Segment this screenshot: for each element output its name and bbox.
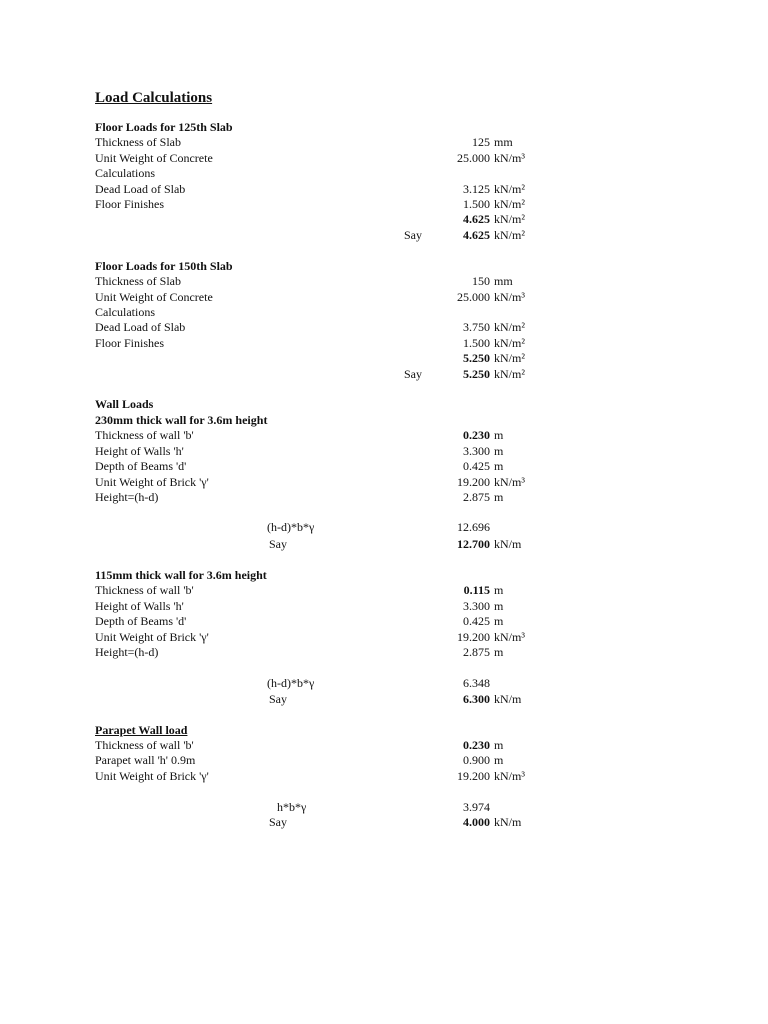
parapet-thickness-label: Thickness of wall 'b' <box>95 738 194 752</box>
slab150-heading: Floor Loads for 150th Slab <box>95 259 233 273</box>
slab150-thickness-label: Thickness of Slab <box>95 274 181 288</box>
wall115-height-unit: m <box>494 599 504 613</box>
parapet-height-value: 0.900 <box>463 753 490 767</box>
wall115-thickness-value: 0.115 <box>463 583 490 597</box>
wall115-depth-unit: m <box>494 614 504 628</box>
wall115-heading: 115mm thick wall for 3.6m height <box>95 568 267 582</box>
slab150-finishes-unit: kN/m² <box>494 336 525 350</box>
slab125-total-row <box>0 212 768 227</box>
wall115-say-row <box>0 692 768 707</box>
parapet-brick-label: Unit Weight of Brick 'γ' <box>95 769 209 783</box>
wall230-net-height-row <box>0 490 768 505</box>
page-title: Load Calculations <box>95 90 213 106</box>
slab150-thickness-unit: mm <box>494 274 513 288</box>
slab125-thickness-label: Thickness of Slab <box>95 135 181 149</box>
wall230-depth-label: Depth of Beams 'd' <box>95 459 187 473</box>
wall230-net-height-label: Height=(h-d) <box>95 490 159 504</box>
wall115-height-value: 3.300 <box>463 599 490 613</box>
parapet-thickness-row <box>0 738 768 753</box>
slab150-finishes-value: 1.500 <box>463 336 490 350</box>
slab150-unit-weight-value: 25.000 <box>457 290 490 304</box>
wall230-say-row <box>0 537 768 552</box>
slab125-dead-load-unit: kN/m² <box>494 182 525 196</box>
wall115-brick-value: 19.200 <box>457 630 490 644</box>
slab150-dead-load-row <box>0 320 768 335</box>
wall115-depth-value: 0.425 <box>463 614 490 628</box>
wall230-heading: 230mm thick wall for 3.6m height <box>95 413 268 427</box>
wall230-thickness-value: 0.230 <box>463 428 490 442</box>
slab125-calculations-row <box>0 166 768 181</box>
slab125-finishes-row <box>0 197 768 212</box>
slab125-thickness-row <box>0 135 768 150</box>
slab125-finishes-unit: kN/m² <box>494 197 525 211</box>
wall115-depth-row <box>0 614 768 629</box>
parapet-height-unit: m <box>494 753 504 767</box>
parapet-thickness-value: 0.230 <box>463 738 490 752</box>
wall115-brick-unit: kN/m³ <box>494 630 525 644</box>
slab150-finishes-label: Floor Finishes <box>95 336 165 350</box>
slab150-dead-load-unit: kN/m² <box>494 320 525 334</box>
wall115-thickness-row <box>0 583 768 598</box>
wall115-say-unit: kN/m <box>494 692 522 706</box>
wall230-formula-row <box>0 520 768 535</box>
parapet-say-value: 4.000 <box>463 815 490 829</box>
wall230-say-value: 12.700 <box>457 537 490 551</box>
slab125-say-label: Say <box>404 228 422 242</box>
slab150-calculations-row <box>0 305 768 320</box>
parapet-height-label: Parapet wall 'h' 0.9m <box>95 753 196 767</box>
wall-loads-heading: Wall Loads <box>95 397 154 411</box>
wall230-height-label: Height of Walls 'h' <box>95 444 184 458</box>
slab125-calculations-label: Calculations <box>95 166 155 180</box>
parapet-formula-row <box>0 800 768 815</box>
wall115-say-value: 6.300 <box>463 692 490 706</box>
slab150-unit-weight-unit: kN/m³ <box>494 290 525 304</box>
wall115-thickness-label: Thickness of wall 'b' <box>95 583 194 597</box>
slab125-heading: Floor Loads for 125th Slab <box>95 120 233 134</box>
slab125-unit-weight-label: Unit Weight of Concrete <box>95 151 213 165</box>
wall115-say-label: Say <box>269 692 287 706</box>
parapet-say-row <box>0 815 768 830</box>
slab125-unit-weight-value: 25.000 <box>457 151 490 165</box>
wall115-height-label: Height of Walls 'h' <box>95 599 184 613</box>
slab125-dead-load-value: 3.125 <box>463 182 490 196</box>
wall230-height-value: 3.300 <box>463 444 490 458</box>
parapet-height-row <box>0 753 768 768</box>
wall115-formula-value: 6.348 <box>463 676 490 690</box>
slab125-unit-weight-unit: kN/m³ <box>494 151 525 165</box>
parapet-heading: Parapet Wall load <box>95 723 188 737</box>
slab125-total-value: 4.625 <box>463 212 490 226</box>
slab150-unit-weight-row <box>0 290 768 305</box>
wall115-net-height-unit: m <box>494 645 504 659</box>
wall230-say-label: Say <box>269 537 287 551</box>
slab125-say-unit: kN/m² <box>494 228 525 242</box>
wall230-net-height-unit: m <box>494 490 504 504</box>
wall115-height-row <box>0 599 768 614</box>
wall230-height-unit: m <box>494 444 504 458</box>
slab125-dead-load-row <box>0 182 768 197</box>
wall230-brick-value: 19.200 <box>457 475 490 489</box>
slab125-dead-load-label: Dead Load of Slab <box>95 182 186 196</box>
wall115-heading-row <box>0 568 768 583</box>
wall230-brick-unit: kN/m³ <box>494 475 525 489</box>
wall230-heading-row <box>0 413 768 428</box>
wall115-brick-row <box>0 630 768 645</box>
slab125-say-value: 4.625 <box>463 228 490 242</box>
slab125-unit-weight-row <box>0 151 768 166</box>
parapet-formula-value: 3.974 <box>463 800 490 814</box>
wall230-depth-value: 0.425 <box>463 459 490 473</box>
wall115-depth-label: Depth of Beams 'd' <box>95 614 187 628</box>
slab150-calculations-label: Calculations <box>95 305 155 319</box>
wall-loads-heading-row <box>0 397 768 412</box>
wall230-net-height-value: 2.875 <box>463 490 490 504</box>
wall115-brick-label: Unit Weight of Brick 'γ' <box>95 630 209 644</box>
slab150-total-unit: kN/m² <box>494 351 525 365</box>
wall230-formula-value: 12.696 <box>457 520 490 534</box>
slab150-dead-load-label: Dead Load of Slab <box>95 320 186 334</box>
parapet-brick-value: 19.200 <box>457 769 490 783</box>
wall230-depth-unit: m <box>494 459 504 473</box>
wall230-thickness-unit: m <box>494 428 504 442</box>
slab150-dead-load-value: 3.750 <box>463 320 490 334</box>
slab150-finishes-row <box>0 336 768 351</box>
wall115-net-height-row <box>0 645 768 660</box>
wall230-say-unit: kN/m <box>494 537 522 551</box>
wall230-depth-row <box>0 459 768 474</box>
parapet-formula: h*b*γ <box>277 800 307 814</box>
parapet-heading-row <box>0 723 768 738</box>
wall115-net-height-value: 2.875 <box>463 645 490 659</box>
wall115-net-height-label: Height=(h-d) <box>95 645 159 659</box>
slab125-finishes-value: 1.500 <box>463 197 490 211</box>
slab125-total-unit: kN/m² <box>494 212 525 226</box>
slab150-unit-weight-label: Unit Weight of Concrete <box>95 290 213 304</box>
wall115-formula: (h-d)*b*γ <box>267 676 315 690</box>
wall115-thickness-unit: m <box>494 583 504 597</box>
wall230-thickness-label: Thickness of wall 'b' <box>95 428 194 442</box>
slab150-thickness-value: 150 <box>472 274 490 288</box>
parapet-thickness-unit: m <box>494 738 504 752</box>
slab150-thickness-row <box>0 274 768 289</box>
slab150-heading-row <box>0 259 768 274</box>
parapet-brick-unit: kN/m³ <box>494 769 525 783</box>
wall230-brick-label: Unit Weight of Brick 'γ' <box>95 475 209 489</box>
wall230-height-row <box>0 444 768 459</box>
slab150-total-row <box>0 351 768 366</box>
wall230-formula: (h-d)*b*γ <box>267 520 315 534</box>
parapet-say-unit: kN/m <box>494 815 522 829</box>
parapet-brick-row <box>0 769 768 784</box>
slab150-say-label: Say <box>404 367 422 381</box>
wall230-brick-row <box>0 475 768 490</box>
slab125-finishes-label: Floor Finishes <box>95 197 165 211</box>
slab125-thickness-value: 125 <box>472 135 490 149</box>
slab150-total-value: 5.250 <box>463 351 490 365</box>
parapet-say-label: Say <box>269 815 287 829</box>
slab150-say-value: 5.250 <box>463 367 490 381</box>
slab125-thickness-unit: mm <box>494 135 513 149</box>
wall115-formula-row <box>0 676 768 691</box>
slab150-say-row <box>0 367 768 382</box>
slab125-say-row <box>0 228 768 243</box>
slab150-say-unit: kN/m² <box>494 367 525 381</box>
slab125-heading-row <box>0 120 768 135</box>
wall230-thickness-row <box>0 428 768 443</box>
